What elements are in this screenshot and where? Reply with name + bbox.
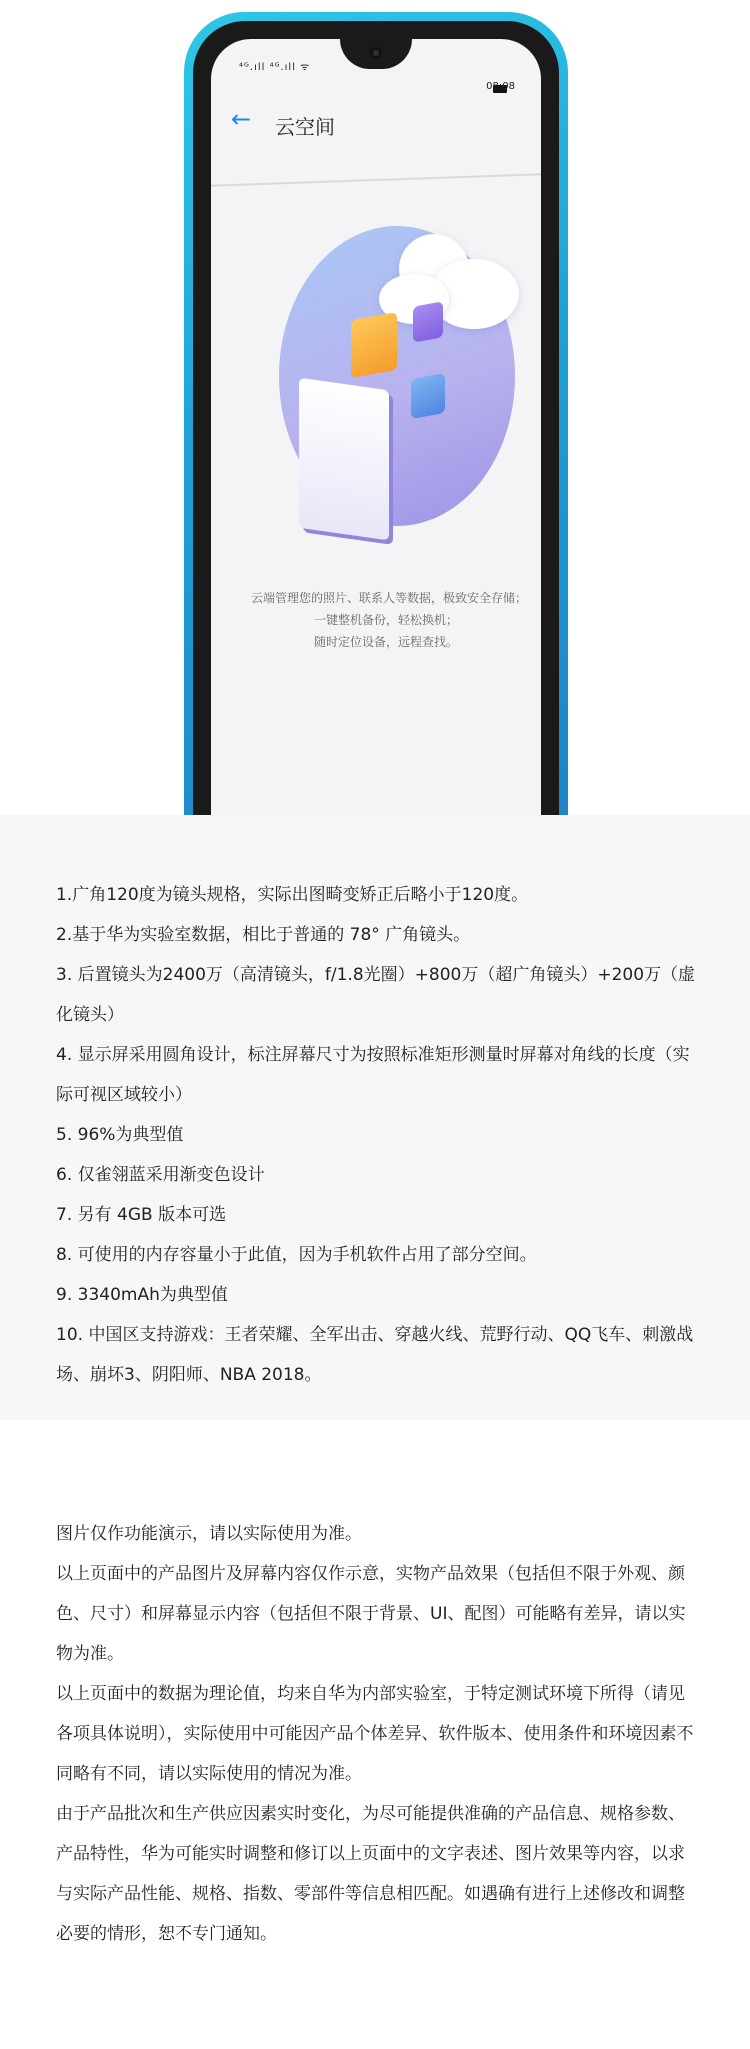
disclaimer-paragraph: 图片仅作功能演示，请以实际使用为准。: [56, 1524, 362, 1544]
disclaimer-paragraph: 由于产品批次和生产供应因素实时变化，为尽可能提供准确的产品信息、规格参数、产品特性，华为可能实时调整和修订以上页面中的文字表述、图片效果等内容，以求与实际产品性能、规格、指数、零部件等信息相匹配。如遇确有进行上述修改和调整必要的情形，恕不专门通知。: [56, 1804, 685, 1944]
footnote-item: 3. 后置镜头为2400万（高清镜头，f/1.8光圈）+800万（超广角镜头）+200万（虚化镜头）: [56, 965, 696, 1025]
footnotes-list: [56, 875, 696, 1395]
caption-line: 随时定位设备，远程查找。: [313, 635, 458, 649]
status-bar: [239, 57, 515, 87]
footnote-item: 6. 仅雀翎蓝采用渐变色设计: [56, 1165, 265, 1185]
footnote-item: 7. 另有 4GB 版本可选: [56, 1205, 227, 1225]
feature-caption: [251, 587, 528, 653]
footnote-item: 2.基于华为实验室数据，相比于普通的 78° 广角镜头。: [56, 925, 471, 945]
back-arrow-icon[interactable]: ←: [231, 105, 252, 133]
chat-tile-icon: [411, 373, 445, 419]
footnote-item: 4. 显示屏采用圆角设计，标注屏幕尺寸为按照标准矩形测量时屏幕对角线的长度（实际可视区域较小）: [56, 1045, 690, 1105]
disclaimer-section: [0, 1420, 750, 2049]
contact-tile-icon: [351, 312, 397, 378]
footnote-item: 1.广角120度为镜头规格，实际出图畸变矫正后略小于120度。: [56, 885, 529, 905]
signal-wifi-icon: ⁴ᴳ.ıll ⁴ᴳ.ıll ᯤ: [239, 62, 311, 73]
caption-line: 云端管理您的照片、联系人等数据，极致安全存储；: [251, 591, 528, 605]
message-tile-icon: [413, 301, 443, 342]
caption-line: 一键整机备份，轻松换机；: [313, 613, 458, 627]
disclaimer-paragraph: 以上页面中的产品图片及屏幕内容仅作示意，实物产品效果（包括但不限于外观、颜色、尺寸）和屏幕显示内容（包括但不限于背景、UI、配图）可能略有差异，请以实物为准。: [56, 1564, 686, 1664]
phone-panel-graphic: [299, 378, 389, 541]
footnote-item: 10. 中国区支持游戏：王者荣耀、全军出击、穿越火线、荒野行动、QQ飞车、刺激战场、崩坏3、阴阳师、NBA 2018。: [56, 1325, 694, 1385]
footnote-item: 9. 3340mAh为典型值: [56, 1285, 228, 1305]
disclaimer-paragraph: 以上页面中的数据为理论值，均来自华为内部实验室，于特定测试环境下所得（请见各项具体说明），实际使用中可能因产品个体差异、软件版本、使用条件和环境因素不同略有不同，请以实际使用的情况为准。: [56, 1684, 694, 1784]
footnote-item: 5. 96%为典型值: [56, 1125, 184, 1145]
phone-hero: [0, 0, 750, 815]
disclaimer-text: [56, 1514, 696, 1954]
app-bar-divider: [211, 173, 541, 187]
status-time: 08:08: [486, 81, 515, 92]
phone-bezel: [193, 21, 559, 815]
footnote-item: 8. 可使用的内存容量小于此值，因为手机软件占用了部分空间。: [56, 1245, 537, 1265]
app-title: 云空间: [275, 115, 335, 139]
cloud-illustration: [279, 204, 519, 524]
app-bar: [231, 101, 521, 145]
phone-body: [184, 12, 568, 815]
footnotes-section: [0, 815, 750, 1420]
phone-screen: [211, 39, 541, 815]
